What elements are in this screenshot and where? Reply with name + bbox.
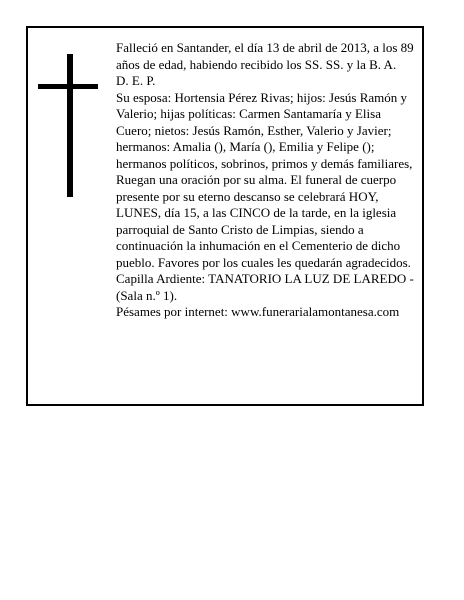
condolences-online: Pésames por internet: www.funerarialamontanesa.com xyxy=(116,304,400,319)
funeral-details: Ruegan una oración por su alma. El funeral de cuerpo presente por su eterno descanso se celebrará HOY, LUNES, día 15, a las CINCO de la tarde, en la iglesia parroquial de Santo Cristo de Limpias, siendo a continuación la inhumación en el Cementerio de dicho pueblo. Favores por los cuales les quedarán agradecidos. Capilla Ardiente: TANATORIO LA LUZ DE LAREDO - (Sala n.º 1). xyxy=(116,172,414,303)
cross-horizontal-bar xyxy=(38,84,98,89)
rest-in-peace: D. E. P. xyxy=(116,73,156,88)
death-announcement: Falleció en Santander, el día 13 de abril de 2013, a los 89 años de edad, habiendo recibido los SS. SS. y la B. A. xyxy=(116,40,414,72)
notice-text xyxy=(116,40,416,321)
obituary-notice xyxy=(26,26,424,406)
family-list: Su esposa: Hortensia Pérez Rivas; hijos: Jesús Ramón y Valerio; hijas políticas: Carmen Santamaría y Elisa Cuero; nietos: Jesús Ramón, Esther, Valerio y Javier; hermanos: Amalia (), María (), Emilia y Felipe (); hermanos políticos, sobrinos, primos y demás familiares, xyxy=(116,89,413,171)
cross-vertical-bar xyxy=(67,54,73,197)
